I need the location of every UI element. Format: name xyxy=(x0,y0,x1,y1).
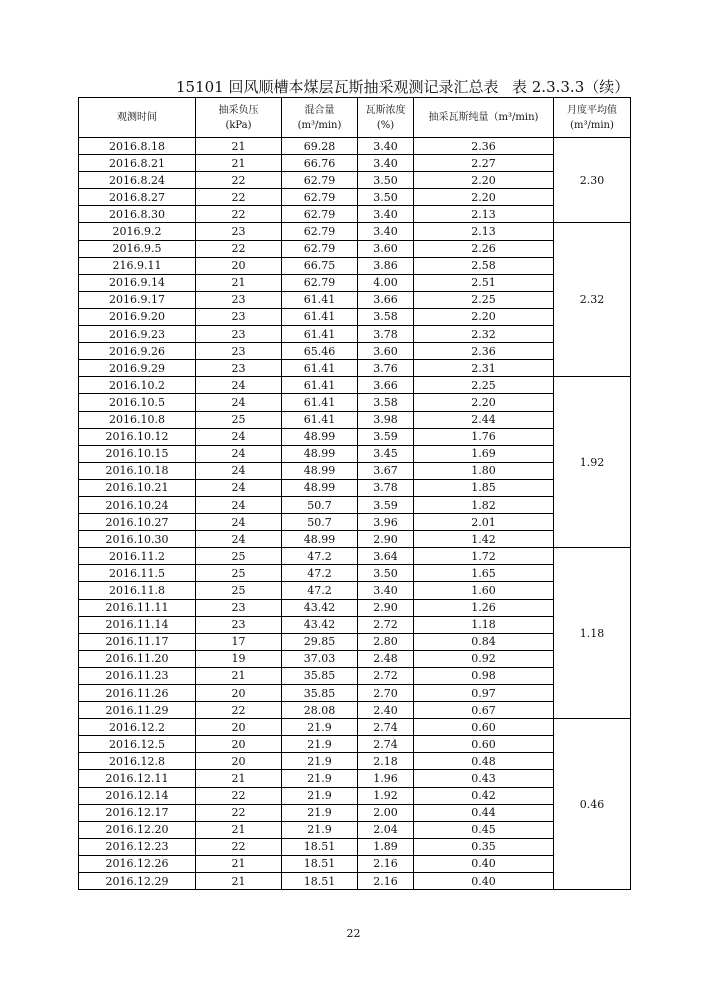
cell-date: 2016.11.23 xyxy=(79,667,196,684)
cell-mixed-flow: 62.79 xyxy=(282,240,358,257)
cell-monthly-average: 1.92 xyxy=(554,377,631,548)
cell-date: 2016.12.2 xyxy=(79,719,196,736)
cell-date: 2016.12.14 xyxy=(79,787,196,804)
cell-pressure: 22 xyxy=(196,838,282,855)
cell-pressure: 25 xyxy=(196,565,282,582)
cell-mixed-flow: 62.79 xyxy=(282,223,358,240)
table-row xyxy=(79,411,631,428)
cell-date: 2016.11.5 xyxy=(79,565,196,582)
table-row xyxy=(79,838,631,855)
title-table-number: 表 2.3.3.3（续） xyxy=(512,78,630,96)
cell-concentration: 3.66 xyxy=(358,377,414,394)
cell-concentration: 2.04 xyxy=(358,821,414,838)
cell-date: 2016.10.18 xyxy=(79,462,196,479)
table-row xyxy=(79,462,631,479)
cell-date: 2016.12.5 xyxy=(79,736,196,753)
cell-date: 2016.12.11 xyxy=(79,770,196,787)
cell-pure-flow: 0.84 xyxy=(414,633,554,650)
cell-date: 216.9.11 xyxy=(79,257,196,274)
cell-pressure: 23 xyxy=(196,616,282,633)
cell-monthly-average: 1.18 xyxy=(554,548,631,719)
cell-date: 2016.9.26 xyxy=(79,343,196,360)
cell-pure-flow: 2.20 xyxy=(414,308,554,325)
table-row xyxy=(79,582,631,599)
header-suction-pressure: 抽采负压 (kPa) xyxy=(196,98,282,138)
cell-concentration: 2.74 xyxy=(358,736,414,753)
cell-concentration: 3.50 xyxy=(358,565,414,582)
cell-pure-flow: 2.36 xyxy=(414,343,554,360)
table-row xyxy=(79,565,631,582)
cell-date: 2016.8.30 xyxy=(79,206,196,223)
cell-pressure: 21 xyxy=(196,155,282,172)
cell-mixed-flow: 66.75 xyxy=(282,257,358,274)
cell-mixed-flow: 29.85 xyxy=(282,633,358,650)
cell-pure-flow: 1.65 xyxy=(414,565,554,582)
cell-pure-flow: 0.98 xyxy=(414,667,554,684)
cell-pressure: 25 xyxy=(196,411,282,428)
cell-mixed-flow: 47.2 xyxy=(282,548,358,565)
header-row xyxy=(79,98,631,138)
cell-date: 2016.10.8 xyxy=(79,411,196,428)
cell-concentration: 2.70 xyxy=(358,685,414,702)
cell-concentration: 3.60 xyxy=(358,240,414,257)
table-row xyxy=(79,428,631,445)
table-row xyxy=(79,821,631,838)
cell-concentration: 3.45 xyxy=(358,445,414,462)
cell-concentration: 2.90 xyxy=(358,531,414,548)
table-row xyxy=(79,667,631,684)
cell-concentration: 2.80 xyxy=(358,633,414,650)
header-pure-gas-flow: 抽采瓦斯纯量（m³/min) xyxy=(414,98,554,138)
cell-date: 2016.11.20 xyxy=(79,650,196,667)
cell-pressure: 22 xyxy=(196,189,282,206)
cell-mixed-flow: 18.51 xyxy=(282,838,358,855)
table-row xyxy=(79,804,631,821)
cell-date: 2016.11.17 xyxy=(79,633,196,650)
cell-pressure: 21 xyxy=(196,855,282,872)
cell-concentration: 3.58 xyxy=(358,394,414,411)
cell-mixed-flow: 50.7 xyxy=(282,514,358,531)
cell-pure-flow: 0.40 xyxy=(414,855,554,872)
cell-pressure: 24 xyxy=(196,514,282,531)
cell-concentration: 2.18 xyxy=(358,753,414,770)
header-observation-time: 观测时间 xyxy=(79,98,196,138)
cell-mixed-flow: 61.41 xyxy=(282,291,358,308)
cell-concentration: 3.67 xyxy=(358,462,414,479)
cell-concentration: 2.72 xyxy=(358,667,414,684)
cell-pressure: 24 xyxy=(196,445,282,462)
cell-concentration: 3.86 xyxy=(358,257,414,274)
table-row xyxy=(79,873,631,890)
header-monthly-average: 月度平均值 (m³/min) xyxy=(554,98,631,138)
table-row xyxy=(79,599,631,616)
cell-pure-flow: 0.35 xyxy=(414,838,554,855)
cell-pure-flow: 0.43 xyxy=(414,770,554,787)
cell-monthly-average: 0.46 xyxy=(554,719,631,890)
cell-concentration: 3.40 xyxy=(358,582,414,599)
cell-concentration: 3.50 xyxy=(358,189,414,206)
cell-pressure: 21 xyxy=(196,770,282,787)
cell-date: 2016.9.14 xyxy=(79,274,196,291)
cell-mixed-flow: 28.08 xyxy=(282,702,358,719)
cell-mixed-flow: 47.2 xyxy=(282,565,358,582)
cell-pressure: 23 xyxy=(196,326,282,343)
cell-pure-flow: 2.13 xyxy=(414,206,554,223)
cell-pure-flow: 2.25 xyxy=(414,291,554,308)
cell-concentration: 2.16 xyxy=(358,873,414,890)
cell-concentration: 3.78 xyxy=(358,479,414,496)
cell-concentration: 3.96 xyxy=(358,514,414,531)
cell-mixed-flow: 48.99 xyxy=(282,479,358,496)
cell-concentration: 3.40 xyxy=(358,155,414,172)
cell-pressure: 22 xyxy=(196,172,282,189)
table-row xyxy=(79,496,631,513)
cell-concentration: 3.40 xyxy=(358,223,414,240)
cell-pure-flow: 0.60 xyxy=(414,719,554,736)
table-row xyxy=(79,394,631,411)
cell-pressure: 24 xyxy=(196,496,282,513)
table-row xyxy=(79,719,631,736)
cell-date: 2016.9.23 xyxy=(79,326,196,343)
table-row xyxy=(79,787,631,804)
table-row xyxy=(79,702,631,719)
cell-date: 2016.11.26 xyxy=(79,685,196,702)
cell-date: 2016.10.12 xyxy=(79,428,196,445)
table-row xyxy=(79,548,631,565)
cell-concentration: 3.40 xyxy=(358,206,414,223)
cell-mixed-flow: 48.99 xyxy=(282,531,358,548)
cell-pressure: 20 xyxy=(196,719,282,736)
cell-mixed-flow: 21.9 xyxy=(282,770,358,787)
cell-pressure: 22 xyxy=(196,804,282,821)
cell-date: 2016.9.29 xyxy=(79,360,196,377)
cell-mixed-flow: 18.51 xyxy=(282,873,358,890)
cell-pure-flow: 2.31 xyxy=(414,360,554,377)
cell-pressure: 22 xyxy=(196,787,282,804)
cell-pure-flow: 2.44 xyxy=(414,411,554,428)
cell-date: 2016.8.27 xyxy=(79,189,196,206)
cell-date: 2016.12.29 xyxy=(79,873,196,890)
table-row xyxy=(79,138,631,155)
table-row xyxy=(79,360,631,377)
cell-date: 2016.9.17 xyxy=(79,291,196,308)
cell-pressure: 20 xyxy=(196,736,282,753)
cell-pressure: 24 xyxy=(196,479,282,496)
cell-mixed-flow: 61.41 xyxy=(282,326,358,343)
cell-pure-flow: 2.58 xyxy=(414,257,554,274)
cell-pressure: 24 xyxy=(196,377,282,394)
cell-date: 2016.11.11 xyxy=(79,599,196,616)
cell-mixed-flow: 61.41 xyxy=(282,411,358,428)
cell-concentration: 3.64 xyxy=(358,548,414,565)
cell-pure-flow: 0.92 xyxy=(414,650,554,667)
cell-pure-flow: 1.80 xyxy=(414,462,554,479)
cell-mixed-flow: 21.9 xyxy=(282,821,358,838)
cell-mixed-flow: 50.7 xyxy=(282,496,358,513)
cell-concentration: 3.59 xyxy=(358,428,414,445)
table-row xyxy=(79,155,631,172)
cell-mixed-flow: 61.41 xyxy=(282,308,358,325)
cell-date: 2016.10.5 xyxy=(79,394,196,411)
cell-mixed-flow: 21.9 xyxy=(282,753,358,770)
cell-date: 2016.11.2 xyxy=(79,548,196,565)
cell-pure-flow: 0.40 xyxy=(414,873,554,890)
cell-pure-flow: 2.51 xyxy=(414,274,554,291)
cell-pure-flow: 2.20 xyxy=(414,189,554,206)
table-title xyxy=(176,76,636,98)
cell-mixed-flow: 62.79 xyxy=(282,274,358,291)
cell-concentration: 3.59 xyxy=(358,496,414,513)
cell-mixed-flow: 48.99 xyxy=(282,445,358,462)
table-row xyxy=(79,685,631,702)
cell-concentration: 2.72 xyxy=(358,616,414,633)
cell-pure-flow: 0.44 xyxy=(414,804,554,821)
cell-pure-flow: 2.27 xyxy=(414,155,554,172)
table-row xyxy=(79,770,631,787)
cell-date: 2016.8.18 xyxy=(79,138,196,155)
cell-pure-flow: 0.48 xyxy=(414,753,554,770)
cell-date: 2016.9.2 xyxy=(79,223,196,240)
table-row xyxy=(79,479,631,496)
cell-concentration: 3.78 xyxy=(358,326,414,343)
cell-pure-flow: 0.45 xyxy=(414,821,554,838)
cell-concentration: 1.96 xyxy=(358,770,414,787)
table-row xyxy=(79,308,631,325)
cell-mixed-flow: 35.85 xyxy=(282,685,358,702)
cell-date: 2016.12.20 xyxy=(79,821,196,838)
cell-pressure: 25 xyxy=(196,582,282,599)
cell-pure-flow: 1.60 xyxy=(414,582,554,599)
cell-mixed-flow: 37.03 xyxy=(282,650,358,667)
cell-concentration: 2.90 xyxy=(358,599,414,616)
cell-pure-flow: 2.13 xyxy=(414,223,554,240)
cell-pure-flow: 1.85 xyxy=(414,479,554,496)
cell-pure-flow: 2.20 xyxy=(414,394,554,411)
table-row xyxy=(79,343,631,360)
table-row xyxy=(79,736,631,753)
cell-concentration: 3.40 xyxy=(358,138,414,155)
cell-date: 2016.12.17 xyxy=(79,804,196,821)
table-row xyxy=(79,223,631,240)
table-row xyxy=(79,326,631,343)
cell-date: 2016.11.14 xyxy=(79,616,196,633)
cell-concentration: 3.50 xyxy=(358,172,414,189)
table-row xyxy=(79,377,631,394)
table-row xyxy=(79,633,631,650)
cell-pure-flow: 0.67 xyxy=(414,702,554,719)
cell-pressure: 22 xyxy=(196,702,282,719)
cell-date: 2016.11.8 xyxy=(79,582,196,599)
table-row xyxy=(79,514,631,531)
cell-mixed-flow: 21.9 xyxy=(282,736,358,753)
cell-pressure: 20 xyxy=(196,257,282,274)
cell-mixed-flow: 18.51 xyxy=(282,855,358,872)
cell-mixed-flow: 48.99 xyxy=(282,428,358,445)
cell-mixed-flow: 21.9 xyxy=(282,719,358,736)
cell-mixed-flow: 66.76 xyxy=(282,155,358,172)
cell-pressure: 23 xyxy=(196,291,282,308)
cell-concentration: 3.60 xyxy=(358,343,414,360)
cell-concentration: 1.89 xyxy=(358,838,414,855)
cell-date: 2016.9.20 xyxy=(79,308,196,325)
cell-date: 2016.10.15 xyxy=(79,445,196,462)
cell-date: 2016.12.8 xyxy=(79,753,196,770)
cell-mixed-flow: 43.42 xyxy=(282,616,358,633)
cell-mixed-flow: 48.99 xyxy=(282,462,358,479)
cell-pure-flow: 2.01 xyxy=(414,514,554,531)
cell-pressure: 20 xyxy=(196,753,282,770)
cell-mixed-flow: 21.9 xyxy=(282,804,358,821)
cell-mixed-flow: 62.79 xyxy=(282,206,358,223)
cell-pure-flow: 2.20 xyxy=(414,172,554,189)
cell-pure-flow: 0.97 xyxy=(414,685,554,702)
cell-concentration: 2.00 xyxy=(358,804,414,821)
cell-pressure: 21 xyxy=(196,821,282,838)
cell-date: 2016.10.30 xyxy=(79,531,196,548)
cell-date: 2016.10.27 xyxy=(79,514,196,531)
cell-concentration: 1.92 xyxy=(358,787,414,804)
cell-pure-flow: 1.72 xyxy=(414,548,554,565)
cell-mixed-flow: 69.28 xyxy=(282,138,358,155)
cell-pressure: 23 xyxy=(196,360,282,377)
cell-concentration: 3.58 xyxy=(358,308,414,325)
cell-pressure: 21 xyxy=(196,274,282,291)
cell-pure-flow: 1.42 xyxy=(414,531,554,548)
cell-mixed-flow: 61.41 xyxy=(282,377,358,394)
cell-mixed-flow: 61.41 xyxy=(282,360,358,377)
cell-pure-flow: 2.36 xyxy=(414,138,554,155)
cell-mixed-flow: 62.79 xyxy=(282,189,358,206)
cell-pure-flow: 2.32 xyxy=(414,326,554,343)
cell-concentration: 3.98 xyxy=(358,411,414,428)
table-row xyxy=(79,855,631,872)
header-gas-concentration: 瓦斯浓度 (%) xyxy=(358,98,414,138)
cell-pure-flow: 0.60 xyxy=(414,736,554,753)
cell-date: 2016.12.26 xyxy=(79,855,196,872)
cell-date: 2016.10.2 xyxy=(79,377,196,394)
cell-pressure: 23 xyxy=(196,223,282,240)
cell-pressure: 21 xyxy=(196,873,282,890)
cell-pressure: 24 xyxy=(196,394,282,411)
table-row xyxy=(79,257,631,274)
cell-pressure: 19 xyxy=(196,650,282,667)
table-row xyxy=(79,531,631,548)
table-row xyxy=(79,650,631,667)
cell-pressure: 23 xyxy=(196,599,282,616)
table-row xyxy=(79,240,631,257)
title-main: 15101 回风顺槽本煤层瓦斯抽采观测记录汇总表 xyxy=(176,78,499,96)
cell-pressure: 24 xyxy=(196,428,282,445)
cell-concentration: 2.40 xyxy=(358,702,414,719)
table-row xyxy=(79,753,631,770)
cell-pressure: 24 xyxy=(196,462,282,479)
cell-pressure: 20 xyxy=(196,685,282,702)
table-row xyxy=(79,206,631,223)
table-row xyxy=(79,172,631,189)
cell-date: 2016.10.21 xyxy=(79,479,196,496)
cell-date: 2016.12.23 xyxy=(79,838,196,855)
cell-date: 2016.8.24 xyxy=(79,172,196,189)
cell-pressure: 23 xyxy=(196,343,282,360)
cell-pure-flow: 2.25 xyxy=(414,377,554,394)
cell-concentration: 3.66 xyxy=(358,291,414,308)
cell-concentration: 4.00 xyxy=(358,274,414,291)
cell-concentration: 2.74 xyxy=(358,719,414,736)
cell-pure-flow: 1.69 xyxy=(414,445,554,462)
cell-concentration: 2.16 xyxy=(358,855,414,872)
cell-pressure: 22 xyxy=(196,240,282,257)
gas-extraction-table xyxy=(78,97,631,890)
page-number: 22 xyxy=(346,927,361,940)
cell-pure-flow: 0.42 xyxy=(414,787,554,804)
cell-mixed-flow: 35.85 xyxy=(282,667,358,684)
table-row xyxy=(79,274,631,291)
cell-pure-flow: 2.26 xyxy=(414,240,554,257)
cell-pressure: 17 xyxy=(196,633,282,650)
cell-mixed-flow: 43.42 xyxy=(282,599,358,616)
table-row xyxy=(79,189,631,206)
cell-concentration: 2.48 xyxy=(358,650,414,667)
table-row xyxy=(79,445,631,462)
cell-pressure: 25 xyxy=(196,548,282,565)
cell-mixed-flow: 65.46 xyxy=(282,343,358,360)
cell-pure-flow: 1.18 xyxy=(414,616,554,633)
cell-mixed-flow: 47.2 xyxy=(282,582,358,599)
cell-mixed-flow: 61.41 xyxy=(282,394,358,411)
cell-pressure: 21 xyxy=(196,667,282,684)
cell-date: 2016.10.24 xyxy=(79,496,196,513)
cell-pure-flow: 1.26 xyxy=(414,599,554,616)
cell-pressure: 24 xyxy=(196,531,282,548)
table-row xyxy=(79,616,631,633)
cell-pressure: 22 xyxy=(196,206,282,223)
cell-monthly-average: 2.30 xyxy=(554,138,631,223)
cell-pressure: 21 xyxy=(196,138,282,155)
table-row xyxy=(79,291,631,308)
cell-concentration: 3.76 xyxy=(358,360,414,377)
header-mixed-flow: 混合量 (m³/min) xyxy=(282,98,358,138)
cell-date: 2016.8.21 xyxy=(79,155,196,172)
cell-pressure: 23 xyxy=(196,308,282,325)
cell-pure-flow: 1.82 xyxy=(414,496,554,513)
cell-date: 2016.11.29 xyxy=(79,702,196,719)
cell-date: 2016.9.5 xyxy=(79,240,196,257)
cell-pure-flow: 1.76 xyxy=(414,428,554,445)
cell-mixed-flow: 62.79 xyxy=(282,172,358,189)
cell-mixed-flow: 21.9 xyxy=(282,787,358,804)
cell-monthly-average: 2.32 xyxy=(554,223,631,377)
